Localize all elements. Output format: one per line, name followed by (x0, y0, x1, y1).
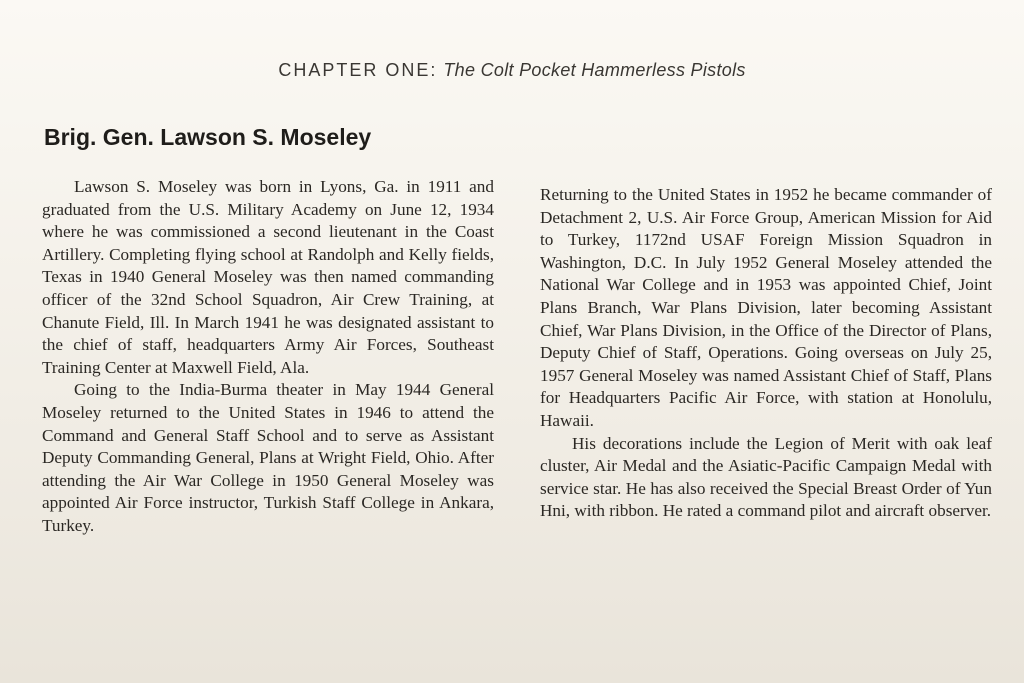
paragraph: Returning to the United States in 1952 he became commander of Detachment 2, U.S. Air Force Group, American Mission for Aid to Turkey, 1172nd USAF Foreign Mission Squadron in Washington, D.C. In July 1952 General Moseley attended the National War College and in 1953 was appointed Chief, Joint Plans Branch, War Plans Division, later becoming Assistant Chief, War Plans Division, in the Office of the Director of Plans, Deputy Chief of Staff, Operations. Going overseas on July 25, 1957 General Moseley was named Assistant Chief of Staff, Plans for Headquarters Pacific Air Force, with station at Honolulu, Hawaii. (540, 185, 992, 430)
left-column (42, 176, 494, 538)
paragraph: Lawson S. Moseley was born in Lyons, Ga. in 1911 and graduated from the U.S. Military Academy on June 12, 1934 where he was commissioned a second lieutenant in the Coast Artillery. Completing flying school at Randolph and Kelly fields, Texas in 1940 General Moseley was then named commanding officer of the 32nd School Squadron, Air Crew Training, at Chanute Field, Ill. In March 1941 he was designated assistant to the chief of staff, headquarters Army Air Forces, Southeast Training Center at Maxwell Field, Ala. (42, 177, 494, 377)
article-title: Brig. Gen. Lawson S. Moseley (44, 124, 372, 150)
chapter-label: CHAPTER ONE: (278, 60, 438, 80)
right-column (540, 184, 992, 523)
paragraph: Going to the India-Burma theater in May 1944 General Moseley returned to the United States in 1946 to attend the Command and General Staff School and to serve as Assistant Deputy Commanding General, Plans at Wright Field, Ohio. After attending the Air War College in 1950 General Moseley was appointed Air Force instructor, Turkish Staff College in Ankara, Turkey. (42, 380, 494, 535)
book-title: The Colt Pocket Hammerless Pistols (443, 60, 746, 80)
paragraph: His decorations include the Legion of Merit with oak leaf cluster, Air Medal and the Asiatic-Pacific Campaign Medal with service star. He has also received the Special Breast Order of Yun Hni, with ribbon. He rated a command pilot and aircraft observer. (540, 433, 992, 521)
running-head (0, 60, 1024, 81)
